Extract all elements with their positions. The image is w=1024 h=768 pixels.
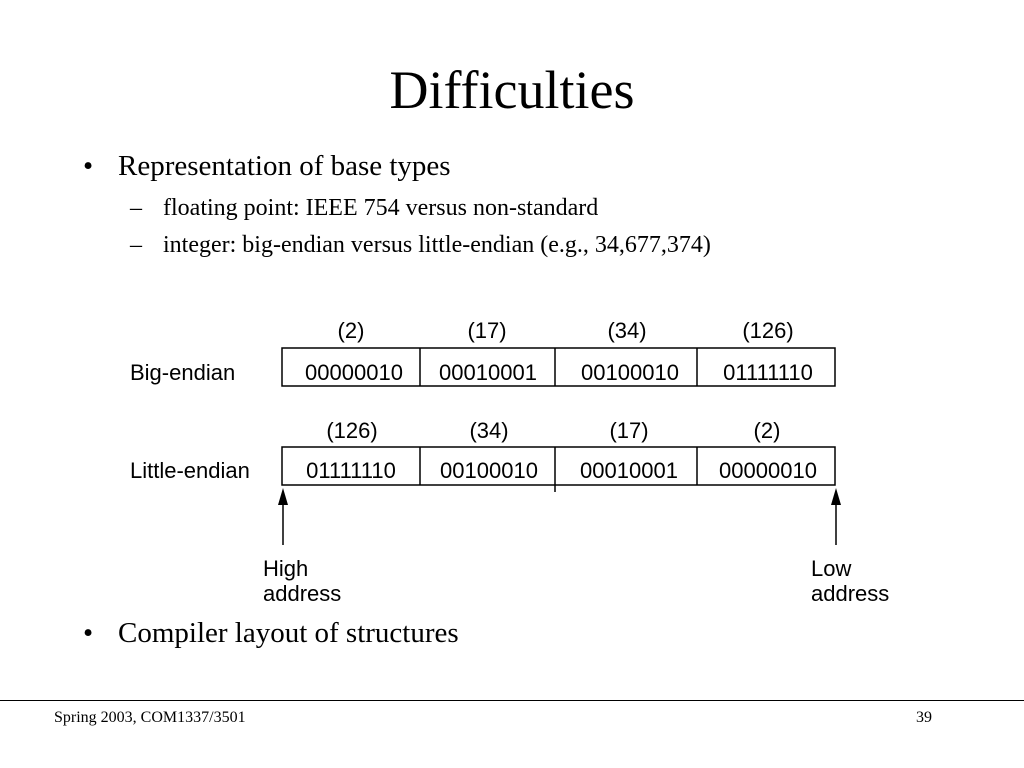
- footer-course: Spring 2003, COM1337/3501: [54, 709, 246, 726]
- big-endian-byte: 00010001: [439, 360, 537, 385]
- slide-title: Difficulties: [389, 60, 635, 120]
- sub-bullet-text: integer: big-endian versus little-endian (e.g., 34,677,374): [163, 232, 711, 258]
- low-address-arrow-icon: [831, 488, 841, 505]
- low-address-label: Low: [811, 556, 852, 581]
- high-address-label: address: [263, 581, 342, 606]
- little-endian-decimal: (17): [609, 418, 649, 443]
- bullet-compiler-layout: [83, 617, 459, 650]
- low-address-label: address: [811, 581, 890, 606]
- big-endian-decimal: (2): [337, 318, 365, 343]
- little-endian-byte: 00100010: [440, 458, 538, 483]
- big-endian-label: Big-endian: [130, 360, 236, 385]
- big-endian-decimal: (34): [607, 318, 647, 343]
- big-endian-byte: 00100010: [581, 360, 679, 385]
- high-address-arrow-icon: [278, 488, 288, 505]
- little-endian-decimal: (2): [753, 418, 781, 443]
- sub-bullet-marker: –: [130, 232, 142, 258]
- bullet-text: Compiler layout of structures: [118, 617, 459, 649]
- footer-divider: [0, 700, 1024, 701]
- little-endian-byte: 01111110: [306, 458, 396, 483]
- big-endian-byte: 01111110: [723, 360, 813, 385]
- little-endian-byte: 00000010: [719, 458, 817, 483]
- page-number: 39: [916, 709, 932, 726]
- sub-bullet-text: floating point: IEEE 754 versus non-standard: [163, 195, 599, 221]
- high-address-label: High: [263, 556, 309, 581]
- bullet-text: Representation of base types: [118, 150, 451, 182]
- big-endian-byte: 00000010: [305, 360, 403, 385]
- little-endian-byte: 00010001: [580, 458, 678, 483]
- bullet-marker: •: [83, 150, 94, 182]
- little-endian-label: Little-endian: [130, 458, 250, 483]
- little-endian-decimal: (126): [326, 418, 378, 443]
- big-endian-decimal: (17): [467, 318, 507, 343]
- little-endian-decimal: (34): [469, 418, 509, 443]
- big-endian-decimal: (126): [742, 318, 794, 343]
- sub-bullet-marker: –: [130, 195, 142, 221]
- bullet-marker: •: [83, 617, 94, 649]
